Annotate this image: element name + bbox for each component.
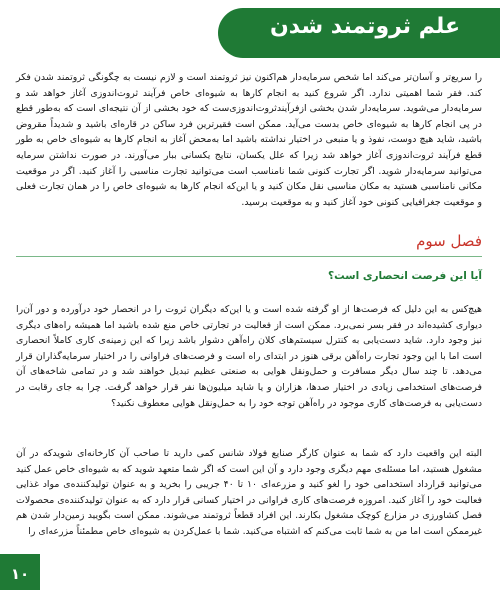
body-paragraph: البته این واقعیت دارد که شما به عنوان کارگر صنایع فولاد شانس کمی دارید تا صاحب آن کارخانه‌ای شویدکه در آن مشغول هستید، اما مسئله‌ی مهم دیگری وجود دارد و آن این است که اگر شما متعهد شوید که به شیوه‌ای خاص عمل کنید می‌توانید قرارداد استخدامی خود را لغو کنید و مزرعه‌ای ۱۰ تا ۴۰ جریبی را بخرید و به عنوان تولیدکننده‌ی مواد غذایی فعالیت خود را آغاز کنید. امروزه فرصت‌های کاری فراوانی در اختیار کسانی قرار دارد که به عنوان تولیدکننده‌ی محصولات فصل کشاورزی در مزارع کوچک مشغول بکارند. این افراد قطعاً ثروتمند می‌شوند. ممکن است بگویید زمین‌دار شدن هم غیرممکن است اما من به شما ثابت می‌کنم که اشتباه می‌کنید. شما با عمل‌کردن به شیوه‌ای خاص مطمئناً مزرعه‌ای را: [16, 448, 482, 537]
chapter-divider: [16, 256, 482, 257]
chapter-heading: فصل سوم: [416, 232, 482, 250]
section-question: آیا این فرصت انحصاری است؟: [328, 270, 482, 282]
body-paragraph: هیچ‌کس به این دلیل که فرصت‌ها از او گرفته شده است و یا این‌که دیگران ثروت را در انحصار خود درآورده و دور آن‌را دیواری کشیده‌اند در فقر بسر نمی‌برد. ممکن است از فعالیت در تجارتی خاص منع شده باشید اما همیشه راه‌های دیگری نیز وجود دارد. شاید دست‌یابی به کنترل سیستم‌های کلان راه‌آهن دشوار باشد زیرا که این زمینه‌ی کاری کاملاً انحصاری است اما با این وجود تجارت راه‌آهن برقی هنوز در ابتدای راه است و فرصت‌های فراوانی را در اختیار سرمایه‌گذاران قرار می‌دهد. تا چند سال دیگر مسافرت و حمل‌ونقل هوایی به صنعتی عظیم تبدیل خواهند شد و در تمامی شاخه‌های آن فرصت‌های استخدامی زیادی در اختیار صدها، هزاران و یا شاید میلیون‌ها نفر قرار خواهد گرفت. چرا به جای رقابت در دست‌یابی به فرصت‌های کاری موجود در راه‌آهن توجه خود را به حمل‌ونقل هوایی معطوف نکنید؟: [16, 304, 482, 409]
page-title: علم ثروتمند شدن: [269, 14, 460, 39]
page-number: ۱۰: [10, 565, 30, 583]
body-paragraph: را سریع‌تر و آسان‌تر می‌کند اما شخص سرمایه‌دار هم‌اکنون نیز ثروتمند است و لازم نیست به چگونگی ثروتمند شدن فکر کند. فقر شما اهمیتی ندارد. اگر شروع کنید به انجام کارها به شیوه‌ای خاص فرآیند ثروت‌اندوزی آغاز خواهد شد و سرمایه‌دار می‌شوید. سرمایه‌دار شدن بخشی ازفرآیندثروت‌اندوزی‌ست که خود بخشی از آن نتیجه‌ای است که به‌طور قطع در پی انجام کارها به شیوه‌ای خاص بدست می‌آید. ممکن است فقیرترین فرد ساکن در قاره‌ای باشید و شدیداً مقروض باشید، شاید هیچ دوست، نفوذ و یا منبعی در اختیار نداشته باشید اما به‌محض آغاز به انجام کارها به شیوه‌ای خاص به طور قطع فرآیند ثروت‌اندوزی آغاز خواهد شد زیرا که علل یکسان، نتایج یکسانی ببار می‌آورند. در صورت نداشتن سرمایه می‌توانید سرمایه‌دار شوید. اگر تجارت کنونی شما نامناسب است می‌توانید تجارت مناسبی را آغاز کنید. اگر در موقعیت مکانی نامناسبی هستید به مکان مناسبی نقل مکان کنید و یا این‌که انجام کارها به شیوه‌ای خاص را در همان تجارت فعلی و موقعیت جغرافیایی کنونی خود آغاز کنید و به موقعیت برسید.: [16, 72, 482, 208]
